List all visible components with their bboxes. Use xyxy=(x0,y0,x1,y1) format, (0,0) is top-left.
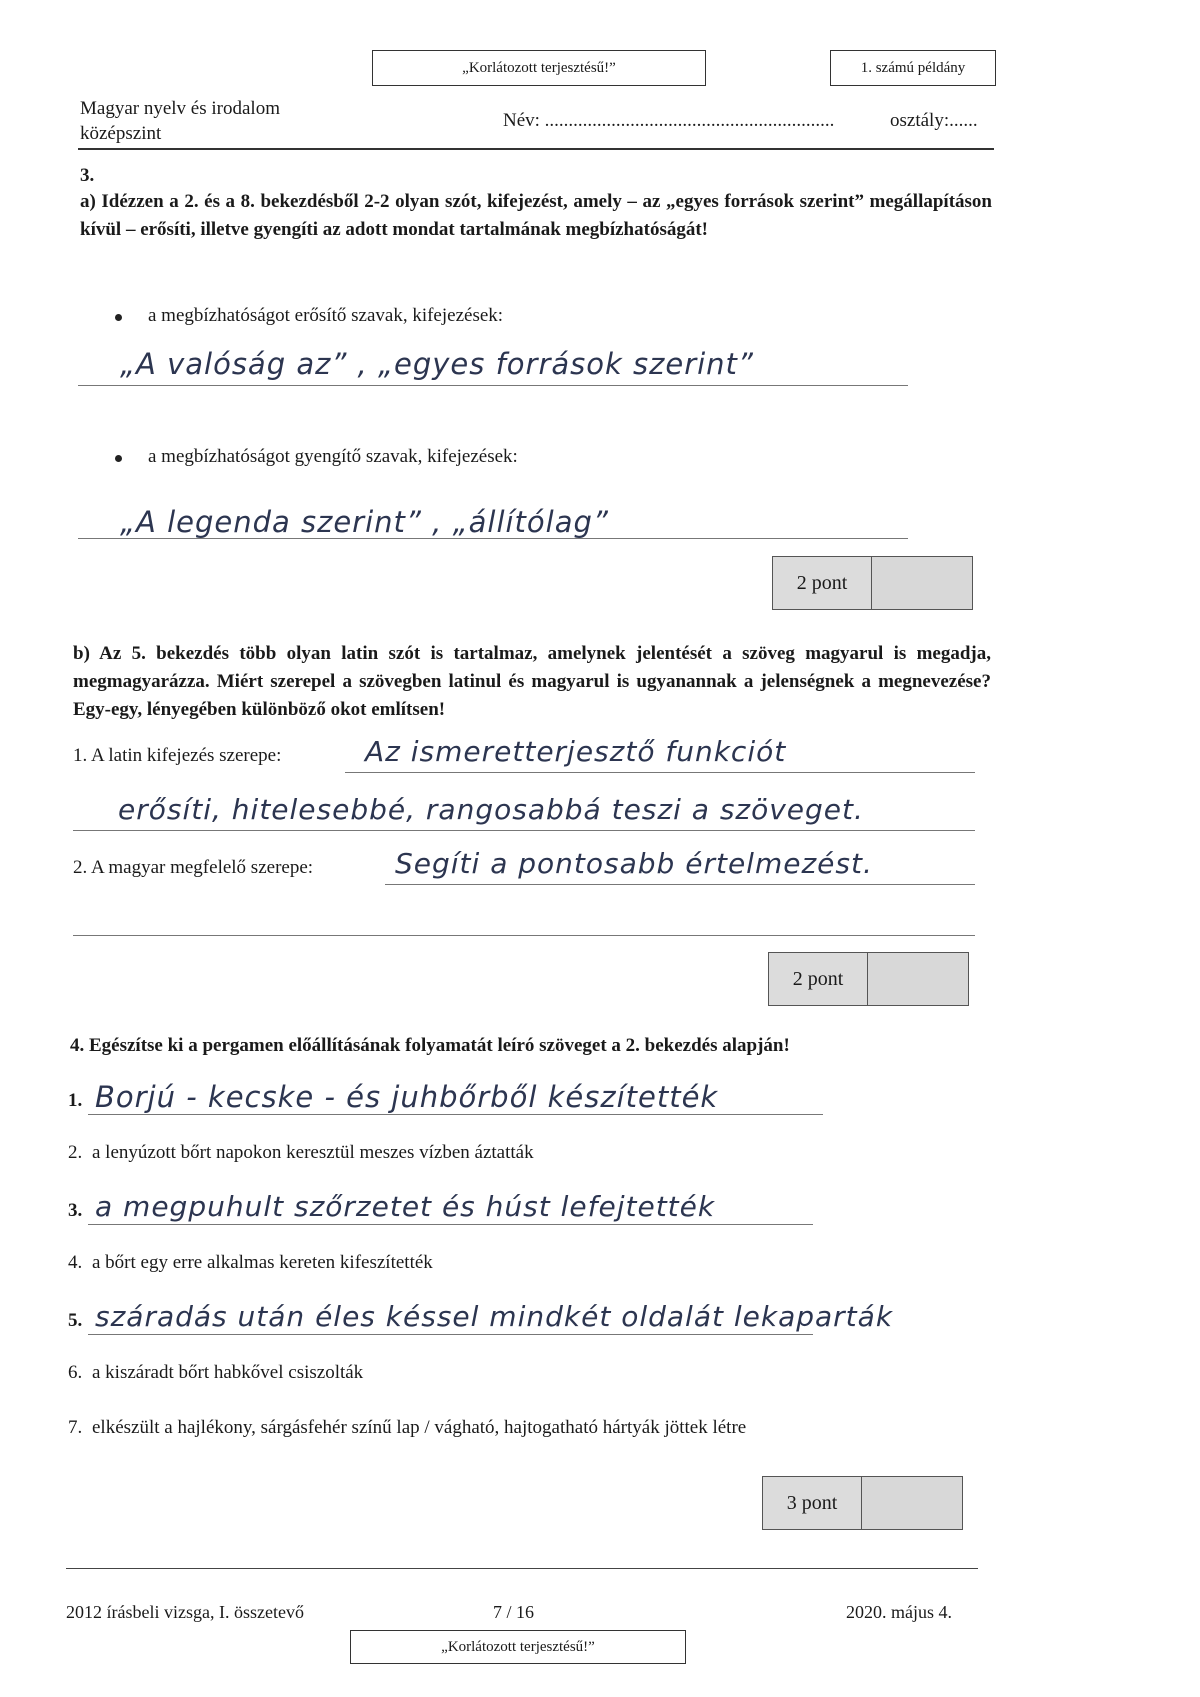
latin-answer-line-2: erősíti, hitelesebbé, rangosabbá teszi a szöveget. xyxy=(118,793,864,826)
name-field-label: Név: ............................................................. xyxy=(503,110,835,131)
score-box-3a xyxy=(772,556,973,610)
latin-line-1 xyxy=(345,772,975,773)
step-7-number: 7. xyxy=(68,1417,83,1438)
restricted-stamp-bottom xyxy=(350,1630,686,1664)
step-5-line xyxy=(88,1334,813,1335)
step-7-text: elkészült a hajlékony, sárgásfehér színű lap / vágható, hajtogatható hártyák jöttek létre xyxy=(92,1417,747,1438)
level-label: középszint xyxy=(80,123,162,144)
bullet-2-label: a megbízhatóságot gyengítő szavak, kifejezések: xyxy=(148,446,518,467)
question-3-number: 3. xyxy=(80,165,95,186)
footer-rule xyxy=(66,1568,978,1569)
question-3a-prompt: a) Idézzen a 2. és a 8. bekezdésből 2-2 olyan szót, kifejezést, amely – az „egyes források szerint” megállapításon kívül – erősíti, illetve gyengíti az adott mondat tartalmának megbízhatóságát! xyxy=(80,191,992,240)
restricted-stamp-bottom-text: „Korlátozott terjesztésű!” xyxy=(441,1638,595,1655)
footer-date: 2020. május 4. xyxy=(846,1602,952,1622)
header-rule xyxy=(78,148,994,150)
score-cell-3a xyxy=(872,557,972,609)
score-label-3b: 2 pont xyxy=(769,953,868,1005)
answer-1-line xyxy=(78,385,908,386)
hungarian-line-1 xyxy=(385,884,975,885)
step-1-handwritten: Borjú - kecske - és juhbőrből készítették xyxy=(95,1080,719,1114)
score-cell-3b xyxy=(868,953,968,1005)
copy-number-box xyxy=(830,50,996,86)
hungarian-line-2 xyxy=(73,935,975,936)
subject-title: Magyar nyelv és irodalom xyxy=(80,98,280,119)
score-cell-4 xyxy=(862,1477,962,1529)
step-1-line xyxy=(88,1114,823,1115)
step-3-number: 3. xyxy=(68,1200,83,1221)
restricted-stamp-top xyxy=(372,50,706,86)
latin-line-2 xyxy=(73,830,975,831)
answer-2-handwritten: „A legenda szerint” , „állítólag” xyxy=(120,505,609,539)
footer-page-number: 7 / 16 xyxy=(493,1602,535,1622)
bullet-1 xyxy=(115,314,122,321)
step-2-number: 2. xyxy=(68,1142,83,1163)
step-6-number: 6. xyxy=(68,1362,83,1383)
step-1-number: 1. xyxy=(68,1090,83,1111)
score-label-3a: 2 pont xyxy=(773,557,872,609)
step-4-number: 4. xyxy=(68,1252,83,1273)
step-3-handwritten: a megpuhult szőrzetet és húst lefejtették xyxy=(95,1190,716,1223)
score-box-4 xyxy=(762,1476,963,1530)
answer-1-handwritten: „A valóság az” , „egyes források szerint” xyxy=(120,347,754,381)
footer-exam: 2012 írásbeli vizsga, I. összetevő xyxy=(66,1602,304,1622)
question-3b-prompt: b) Az 5. bekezdés több olyan latin szót is tartalmaz, amelynek jelentését a szöveg magyarul is megadja, megmagyarázza. Miért szerepel a szövegben latinul és magyarul is ugyanannak a jelenségnek a megnevezése? Egy-egy, lényegében különböző okot említsen! xyxy=(73,643,991,720)
step-3-line xyxy=(88,1224,813,1225)
score-box-3b xyxy=(768,952,969,1006)
step-5-number: 5. xyxy=(68,1310,83,1331)
step-2-text: a lenyúzott bőrt napokon keresztül meszes vízben áztatták xyxy=(92,1142,534,1163)
copy-number-text: 1. számú példány xyxy=(860,59,966,76)
hungarian-answer: Segíti a pontosabb értelmezést. xyxy=(395,847,873,880)
class-field-label: osztály:...... xyxy=(890,110,978,131)
step-5-handwritten: száradás után éles késsel mindkét oldalát lekaparták xyxy=(95,1300,894,1333)
question-4-prompt: 4. Egészítse ki a pergamen előállításának folyamatát leíró szöveget a 2. bekezdés alapján! xyxy=(70,1035,790,1056)
bullet-2 xyxy=(115,455,122,462)
latin-answer-line-1: Az ismeretterjesztő funkciót xyxy=(365,735,787,768)
restricted-stamp-text: „Korlátozott terjesztésű!” xyxy=(462,59,616,76)
answer-2-line xyxy=(78,538,908,539)
step-6-text: a kiszáradt bőrt habkővel csiszolták xyxy=(92,1362,364,1383)
hungarian-role-label: 2. A magyar megfelelő szerepe: xyxy=(73,857,314,878)
score-label-4: 3 pont xyxy=(763,1477,862,1529)
step-4-text: a bőrt egy erre alkalmas kereten kifeszítették xyxy=(92,1252,433,1273)
bullet-1-label: a megbízhatóságot erősítő szavak, kifejezések: xyxy=(148,305,504,326)
latin-role-label: 1. A latin kifejezés szerepe: xyxy=(73,745,282,766)
